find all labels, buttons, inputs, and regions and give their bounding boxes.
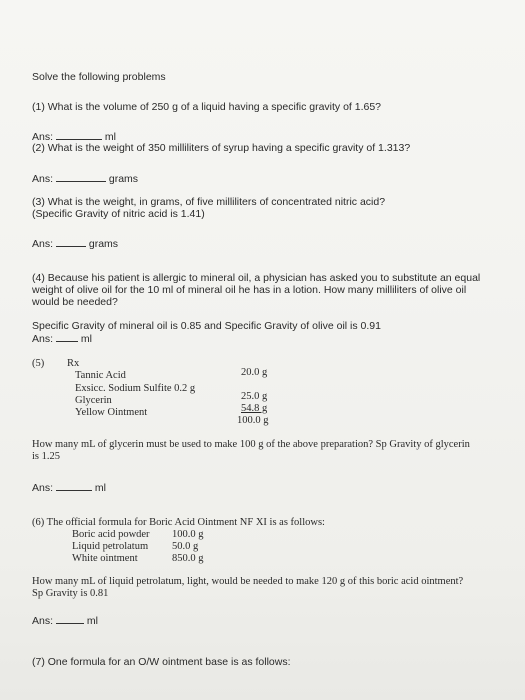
rx-item-amount: 54.8 g [241, 403, 268, 414]
problem-5-question-line-1: How many mL of glycerin must be used to make 100 g of the above preparation? Sp Gravity of glycerin [32, 439, 470, 450]
answer-label: Ans: [32, 173, 54, 185]
problem-2-question: (2) What is the weight of 350 milliliters of syrup having a specific gravity of 1.313? [32, 142, 411, 154]
formula-item-amount: 100.0 g [172, 529, 204, 540]
problem-6-answer [32, 614, 98, 627]
rx-item-name: Yellow Ointment [75, 407, 148, 418]
rx-total: 100.0 g [237, 415, 269, 426]
answer-label: Ans: [32, 615, 54, 627]
formula-item-amount: 850.0 g [172, 553, 204, 564]
answer-blank[interactable] [56, 614, 84, 624]
rx-item-amount: 25.0 g [241, 391, 268, 402]
rx-symbol: Rx [67, 358, 80, 369]
problem-4-sg-line: Specific Gravity of mineral oil is 0.85 and Specific Gravity of olive oil is 0.91 [32, 320, 381, 332]
rx-item-name: Tannic Acid [75, 370, 126, 381]
answer-label: Ans: [32, 333, 54, 345]
answer-unit: ml [94, 482, 106, 494]
problem-4-line-3: would be needed? [32, 296, 118, 308]
problem-5-number: (5) [32, 358, 45, 369]
problem-2-answer [32, 172, 138, 185]
problem-4-line-2: weight of olive oil for the 10 ml of mineral oil he has in a lotion. How many milliliters of olive oil [32, 284, 467, 296]
answer-unit: ml [104, 131, 116, 143]
rx-item-name: Exsicc. Sodium Sulfite 0.2 g [75, 383, 196, 394]
problem-3-answer [32, 237, 118, 250]
answer-unit: grams [108, 173, 139, 185]
answer-blank[interactable] [56, 481, 92, 491]
problem-3-line-2: (Specific Gravity of nitric acid is 1.41) [32, 208, 205, 220]
formula-item-name: White ointment [72, 553, 138, 564]
answer-label: Ans: [32, 482, 54, 494]
problem-5-answer [32, 481, 106, 494]
rx-item-amount: 20.0 g [241, 367, 268, 378]
answer-unit: grams [88, 238, 119, 250]
problem-7-intro: (7) One formula for an O/W ointment base is as follows: [32, 656, 291, 668]
formula-item-amount: 50.0 g [172, 541, 199, 552]
answer-blank[interactable] [56, 332, 78, 342]
problem-3-line-1: (3) What is the weight, in grams, of five milliliters of concentrated nitric acid? [32, 196, 386, 208]
formula-item-name: Liquid petrolatum [72, 541, 149, 552]
problem-6-intro: (6) The official formula for Boric Acid Ointment NF XI is as follows: [32, 517, 325, 528]
answer-label: Ans: [32, 238, 54, 250]
problem-4-line-1: (4) Because his patient is allergic to mineral oil, a physician has asked you to substitute an equal [32, 272, 481, 284]
answer-blank[interactable] [56, 237, 86, 247]
formula-item-name: Boric acid powder [72, 529, 150, 540]
answer-blank[interactable] [56, 130, 102, 140]
rx-item-name: Glycerin [75, 395, 112, 406]
heading: Solve the following problems [32, 71, 166, 83]
problem-5-question-line-2: is 1.25 [32, 451, 61, 462]
problem-6-question-line-1: How many mL of liquid petrolatum, light, would be needed to make 120 g of this boric acid ointment? [32, 576, 464, 587]
problem-4-answer [32, 332, 92, 345]
answer-unit: ml [80, 333, 92, 345]
problem-1-question: (1) What is the volume of 250 g of a liquid having a specific gravity of 1.65? [32, 101, 382, 113]
answer-label: Ans: [32, 131, 54, 143]
answer-blank[interactable] [56, 172, 106, 182]
problem-6-question-line-2: Sp Gravity is 0.81 [32, 588, 109, 599]
answer-unit: ml [86, 615, 98, 627]
